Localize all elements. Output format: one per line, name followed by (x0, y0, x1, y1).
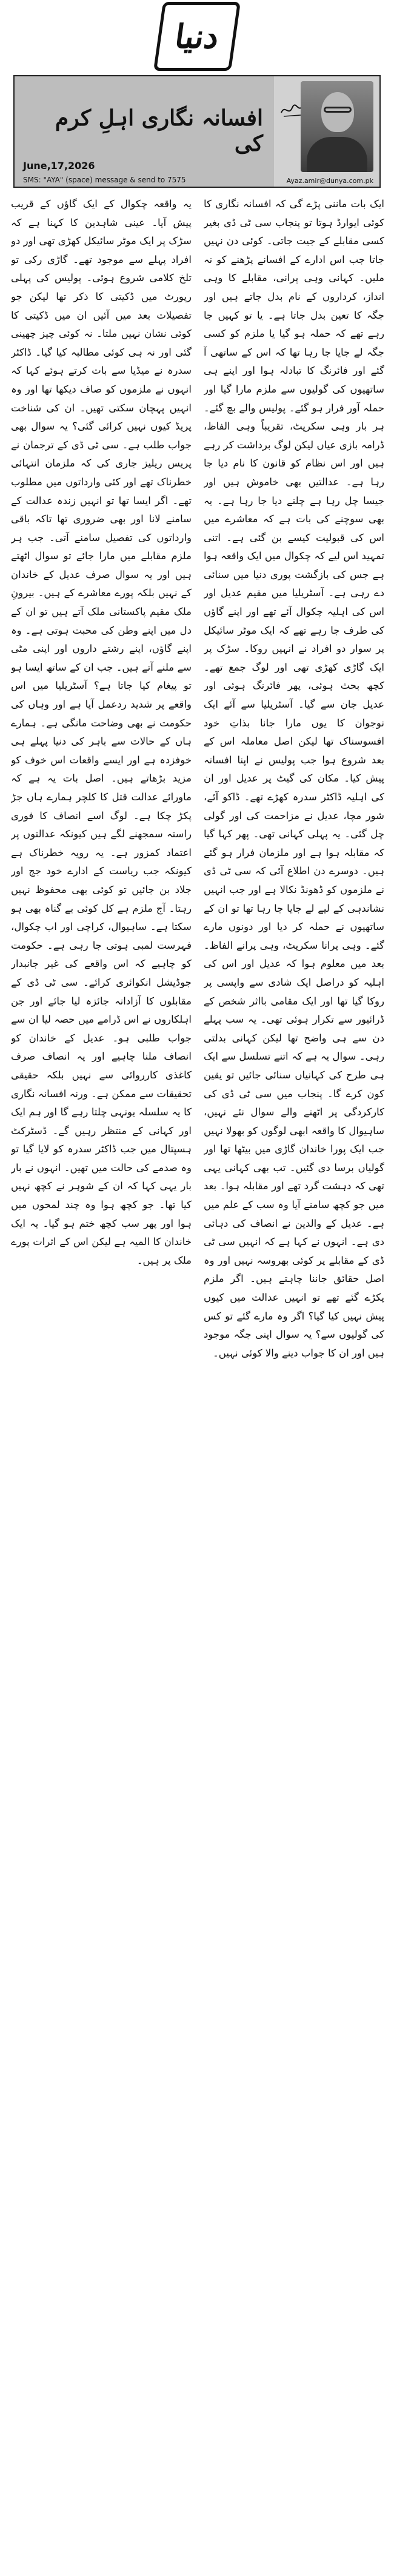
article-column-right (204, 195, 384, 2558)
author-photo-body (307, 137, 367, 172)
logo-mark: دنیا (153, 2, 241, 71)
title-panel (15, 76, 275, 187)
column-date: June,17,2026 (23, 160, 95, 171)
article-text-left: یہ واقعہ چکوال کے ایک گاؤں کے قریب پیش آیا۔ عینی شاہدین کا کہنا ہے کہ سڑک پر ایک موٹر سائیکل کھڑی تھی اور دو افراد پہلے سے موجود تھے۔ گاڑی رکی تو تلخ کلامی شروع ہوئی۔ پولیس کی پہلی رپورٹ میں ڈکیتی کا ذکر تھا لیکن جو تفصیلات بعد میں آئیں ان میں ڈکیتی کا کوئی نشان نہیں ملتا۔ نہ کوئی چیز چھینی گئی اور نہ ہی کوئی مطالبہ کیا گیا۔ ڈاکٹر سدرہ نے میڈیا سے بات کرتے ہوئے کہا کہ انہوں نے ملزموں کو صاف دیکھا تھا اور وہ انہیں پہچان سکتی تھیں۔ ان کی شناخت پریڈ کیوں نہیں کرائی گئی؟ یہ سوال بھی جواب طلب ہے۔ سی ٹی ڈی کے ترجمان نے پریس ریلیز جاری کی کہ ملزمان انتہائی خطرناک تھے اور کئی وارداتوں میں مطلوب تھے۔ اگر ایسا تھا تو انہیں زندہ عدالت کے سامنے لانا اور بھی ضروری تھا تاکہ باقی وارداتوں کی تفصیل سامنے آتی۔ جب ہر ملزم مقابلے میں مارا جائے تو سوال اٹھتے ہیں اور یہ سوال صرف عدیل کے خاندان کے نہیں بلکہ پورے معاشرے کے ہیں۔ بیرونِ ملک مقیم پاکستانی ملک آتے ہیں تو ان کے دل میں اپنے وطن کی محبت ہوتی ہے۔ وہ اپنے گاؤں، اپنے رشتے داروں اور اپنی مٹی سے ملنے آتے ہیں۔ جب ان کے ساتھ ایسا ہو تو پیغام کیا جاتا ہے؟ آسٹریلیا میں اس واقعے پر شدید ردعمل آیا ہے اور وہاں کی حکومت نے بھی وضاحت مانگی ہے۔ ہمارے ہاں کے حالات سے باہر کی دنیا پہلے ہی خوفزدہ ہے اور ایسے واقعات اس خوف کو مزید بڑھاتے ہیں۔ اصل بات یہ ہے کہ ماورائے عدالت قتل کا کلچر ہمارے ہاں جڑ پکڑ چکا ہے۔ لوگ اسے انصاف کا فوری راستہ سمجھنے لگے ہیں کیونکہ عدالتوں پر اعتماد کمزور ہے۔ یہ رویہ خطرناک ہے کیونکہ جب ریاست کے ادارے خود جج اور جلاد بن جائیں تو کوئی بھی محفوظ نہیں رہتا۔ آج ملزم ہے کل کوئی بے گناہ بھی ہو سکتا ہے۔ ساہیوال، کراچی اور اب چکوال، فہرست لمبی ہوتی جا رہی ہے۔ حکومت کو چاہیے کہ اس واقعے کی غیر جانبدار جوڈیشل انکوائری کرائے۔ سی ٹی ڈی کے مقابلوں کا آزادانہ جائزہ لیا جائے اور جن اہلکاروں نے اس ڈرامے میں حصہ لیا ان سے جواب طلبی ہو۔ عدیل کے خاندان کو انصاف ملنا چاہیے اور یہ انصاف صرف کاغذی کارروائی سے نہیں بلکہ حقیقی تحقیقات سے ممکن ہے۔ ورنہ افسانہ نگاری کا یہ سلسلہ یونہی چلتا رہے گا اور ہم ایک اور کہانی کے منتظر رہیں گے۔ ڈسٹرکٹ ہسپتال میں جب ڈاکٹر سدرہ کو لایا گیا تو وہ صدمے کی حالت میں تھیں۔ انہوں نے بار بار یہی کہا کہ ان کے شوہر نے کچھ نہیں کیا تھا۔ جو کچھ ہوا وہ چند لمحوں میں ہوا اور پھر سب کچھ ختم ہو گیا۔ یہ ایک خاندان کا المیہ ہے لیکن اس کے اثرات پورے ملک پر ہیں۔ (11, 198, 192, 1266)
author-panel (274, 76, 379, 187)
article-text-right: ایک بات ماننی پڑے گی کہ افسانہ نگاری کا کوئی ایوارڈ ہوتا تو پنجاب سی ٹی ڈی بغیر کسی مقابلے کے جیت جاتی۔ کوئی دن نہیں جاتا جب اس ادارے کے افسانے پڑھنے کو نہ ملیں۔ کہانی وہی پرانی، مقابلے کا وہی انداز، کرداروں کے نام بدل جاتے ہیں اور جگہ کا تعین بدل جاتا ہے۔ یا تو کہیں جا رہے تھے کہ حملہ ہو گیا یا ملزم کو کسی جگہ لے جایا جا رہا تھا کہ اس کے ساتھی آ گئے اور فائرنگ کا تبادلہ ہوا اور اپنے ہی ساتھیوں کی گولیوں سے ملزم مارا گیا اور حملہ آور فرار ہو گئے۔ پولیس والے بچ گئے۔ ہر بار وہی سکرپٹ، تقریباً وہی الفاظ، ڈرامہ بازی عیاں لیکن لوگ برداشت کر رہے ہیں اور اس نظام کو قانون کا نام دیا جا رہا ہے۔ عدالتیں بھی خاموش ہیں اور جیسا چل رہا ہے چلنے دیا جا رہا ہے۔ یہ بھی سوچنے کی بات ہے کہ معاشرے میں اس کی قبولیت کیسے بن گئی ہے۔ اتنی تمہید اس لیے کہ چکوال میں ایک واقعہ ہوا ہے جس کی بازگشت پوری دنیا میں سنائی دے رہی ہے۔ آسٹریلیا میں مقیم عدیل اور اس کی اہلیہ چکوال آئے تھے اور اپنے گاؤں کی طرف جا رہے تھے کہ ایک موٹر سائیکل پر سوار دو افراد نے انہیں روکا۔ سڑک پر ایک گاڑی کھڑی تھی اور لوگ جمع تھے۔ کچھ بحث ہوئی، پھر فائرنگ ہوئی اور عدیل جان سے گیا۔ آسٹریلیا سے آئے ایک نوجوان کا یوں مارا جانا بذاتِ خود افسوسناک تھا لیکن اصل معاملہ اس کے بعد شروع ہوا جب پولیس نے اپنا افسانہ پیش کیا۔ مکان کی گیٹ پر عدیل اور ان کی اہلیہ ڈاکٹر سدرہ کھڑے تھے۔ ڈاکو آئے، شور مچا، عدیل نے مزاحمت کی اور گولی چل گئی۔ یہ پہلی کہانی تھی۔ پھر کہا گیا کہ مقابلہ ہوا ہے اور ملزمان فرار ہو گئے ہیں۔ دوسرے دن اطلاع آئی کہ سی ٹی ڈی نے ملزموں کو ڈھونڈ نکالا ہے اور جب انہیں نشاندہی کے لیے لے جایا جا رہا تھا تو ان کے ساتھیوں نے حملہ کر دیا اور دونوں مارے گئے۔ وہی پرانا سکرپٹ، وہی پرانے الفاظ۔ بعد میں معلوم ہوا کہ عدیل اور اس کی اہلیہ کو دراصل ایک شادی سے واپسی پر روکا گیا تھا اور ایک مقامی بااثر شخص کے ڈرائیور سے تکرار ہوئی تھی۔ یہ سب پہلے دن سے ہی واضح تھا لیکن کہانی بدلتی رہی۔ سوال یہ ہے کہ اتنے تسلسل سے ایک ہی طرح کی کہانیاں سنائی جائیں تو یقین کون کرے گا۔ پنجاب میں سی ٹی ڈی کی کارکردگی پر اٹھنے والے سوال نئے نہیں، ساہیوال کا واقعہ ابھی لوگوں کو بھولا نہیں جب ایک پورا خاندان گاڑی میں بیٹھا تھا اور گولیاں برسا دی گئیں۔ تب بھی کہانی یہی تھی کہ دہشت گرد تھے اور مقابلہ ہوا۔ بعد میں جو کچھ سامنے آیا وہ سب کے علم میں ہے۔ عدیل کے والدین نے انصاف کی دہائی دی ہے۔ انہوں نے کہا ہے کہ انہیں سی ٹی ڈی کے مقابلے پر کوئی بھروسہ نہیں اور وہ اصل حقائق جاننا چاہتے ہیں۔ اگر ملزم پکڑے گئے تھے تو انہیں عدالت میں کیوں پیش نہیں کیا گیا؟ اگر وہ مارے گئے تو کس کی گولیوں سے؟ یہ سوال اپنی جگہ موجود ہیں اور ان کا جواب دینے والا کوئی نہیں۔ (204, 198, 384, 1359)
author-email: Ayaz.amir@dunya.com.pk (286, 177, 373, 185)
author-photo-glasses (324, 107, 352, 113)
column-title: افسانہ نگاری اہلِ کرم کی (55, 105, 263, 156)
column-header (13, 75, 381, 188)
article-column-left (11, 195, 192, 2558)
newspaper-logo (152, 2, 242, 70)
sms-instruction: SMS: "AYA" (space) message & send to 7575 (23, 176, 186, 184)
author-photo (301, 81, 373, 172)
